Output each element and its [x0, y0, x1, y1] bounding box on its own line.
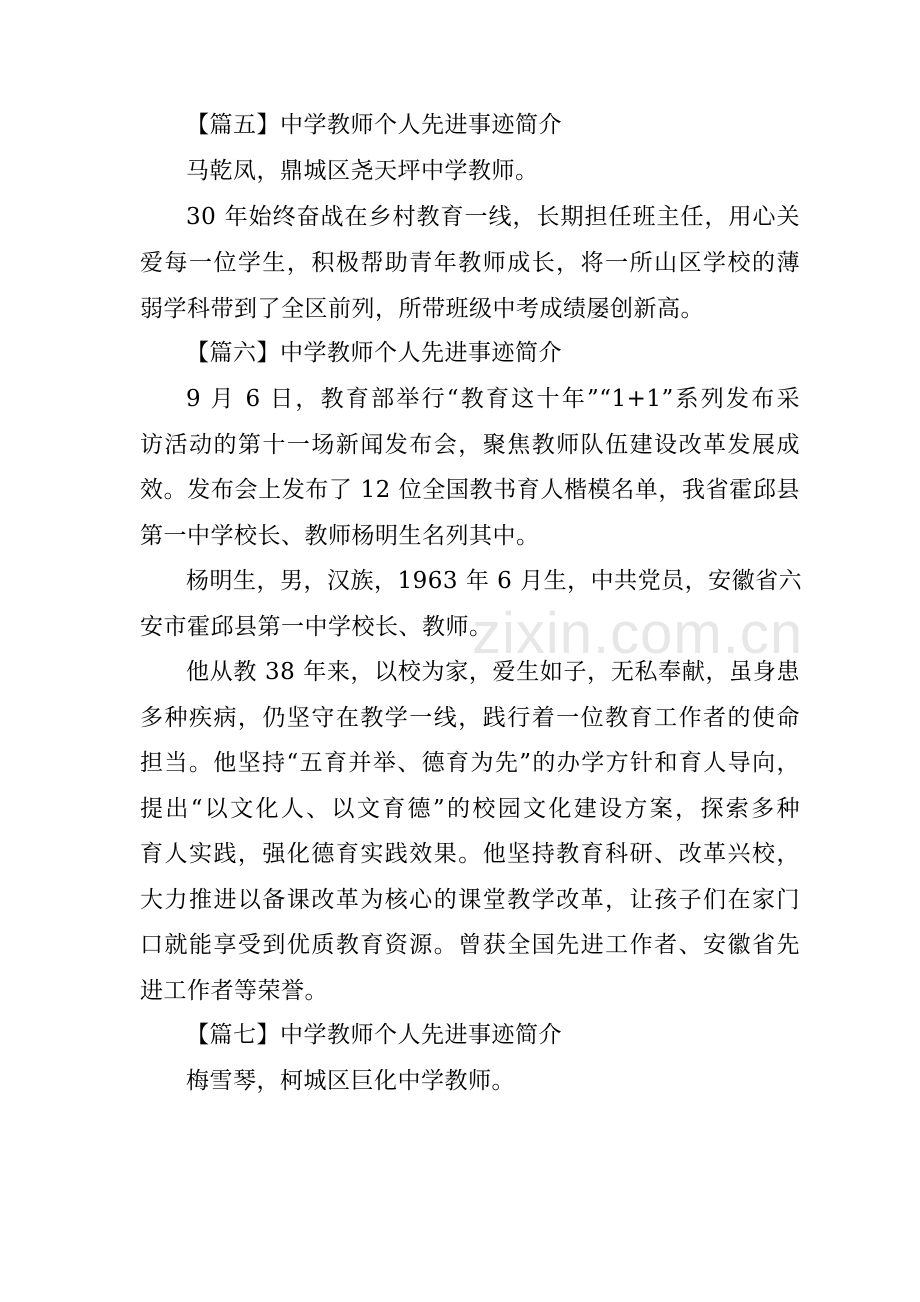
section-heading-7: 【篇七】中学教师个人先进事迹简介: [186, 1022, 562, 1048]
section-heading-5: 【篇五】中学教师个人先进事迹简介: [186, 112, 562, 138]
paragraph-line: 口就能享受到优质教育资源。曾获全国先进工作者、安徽省先: [140, 932, 800, 958]
paragraph-line: 30 年始终奋战在乡村教育一线，长期担任班主任，用心关: [186, 204, 800, 230]
paragraph-line: 效。发布会上发布了 12 位全国教书育人楷模名单，我省霍邱县: [140, 477, 800, 503]
paragraph-line: 弱学科带到了全区前列，所带班级中考成绩屡创新高。: [140, 296, 704, 322]
paragraph-line: 提出“以文化人、以文育德”的校园文化建设方案，探索多种: [140, 796, 800, 822]
paragraph-line: 第一中学校长、教师杨明生名列其中。: [140, 523, 540, 549]
paragraph-line: 他从教 38 年来，以校为家，爱生如子，无私奉献，虽身患: [186, 659, 800, 685]
paragraph-line: 进工作者等荣誉。: [140, 978, 328, 1004]
section-heading-6: 【篇六】中学教师个人先进事迹简介: [186, 340, 562, 366]
paragraph-line: 爱每一位学生，积极帮助青年教师成长，将一所山区学校的薄: [140, 250, 800, 276]
paragraph-line: 梅雪琴，柯城区巨化中学教师。: [186, 1068, 515, 1094]
paragraph-line: 杨明生，男，汉族，1963 年 6 月生，中共党员，安徽省六: [186, 568, 803, 594]
paragraph-line: 育人实践，强化德育实践效果。他坚持教育科研、改革兴校，: [140, 841, 800, 867]
paragraph-line: 大力推进以备课改革为核心的课堂教学改革，让孩子们在家门: [140, 887, 800, 913]
paragraph-line: 安市霍邱县第一中学校长、教师。: [140, 614, 493, 640]
paragraph-line: 担当。他坚持“五育并举、德育为先”的办学方针和育人导向，: [140, 750, 800, 776]
paragraph-line: 马乾凤，鼎城区尧天坪中学教师。: [186, 158, 539, 184]
watermark: zixin.com.cn: [472, 601, 804, 666]
paragraph-line: 多种疾病，仍坚守在教学一线，践行着一位教育工作者的使命: [140, 705, 800, 731]
paragraph-line: 9 月 6 日，教育部举行“教育这十年”“1+1”系列发布采: [186, 386, 800, 412]
paragraph-line: 访活动的第十一场新闻发布会，聚焦教师队伍建设改革发展成: [140, 432, 800, 458]
